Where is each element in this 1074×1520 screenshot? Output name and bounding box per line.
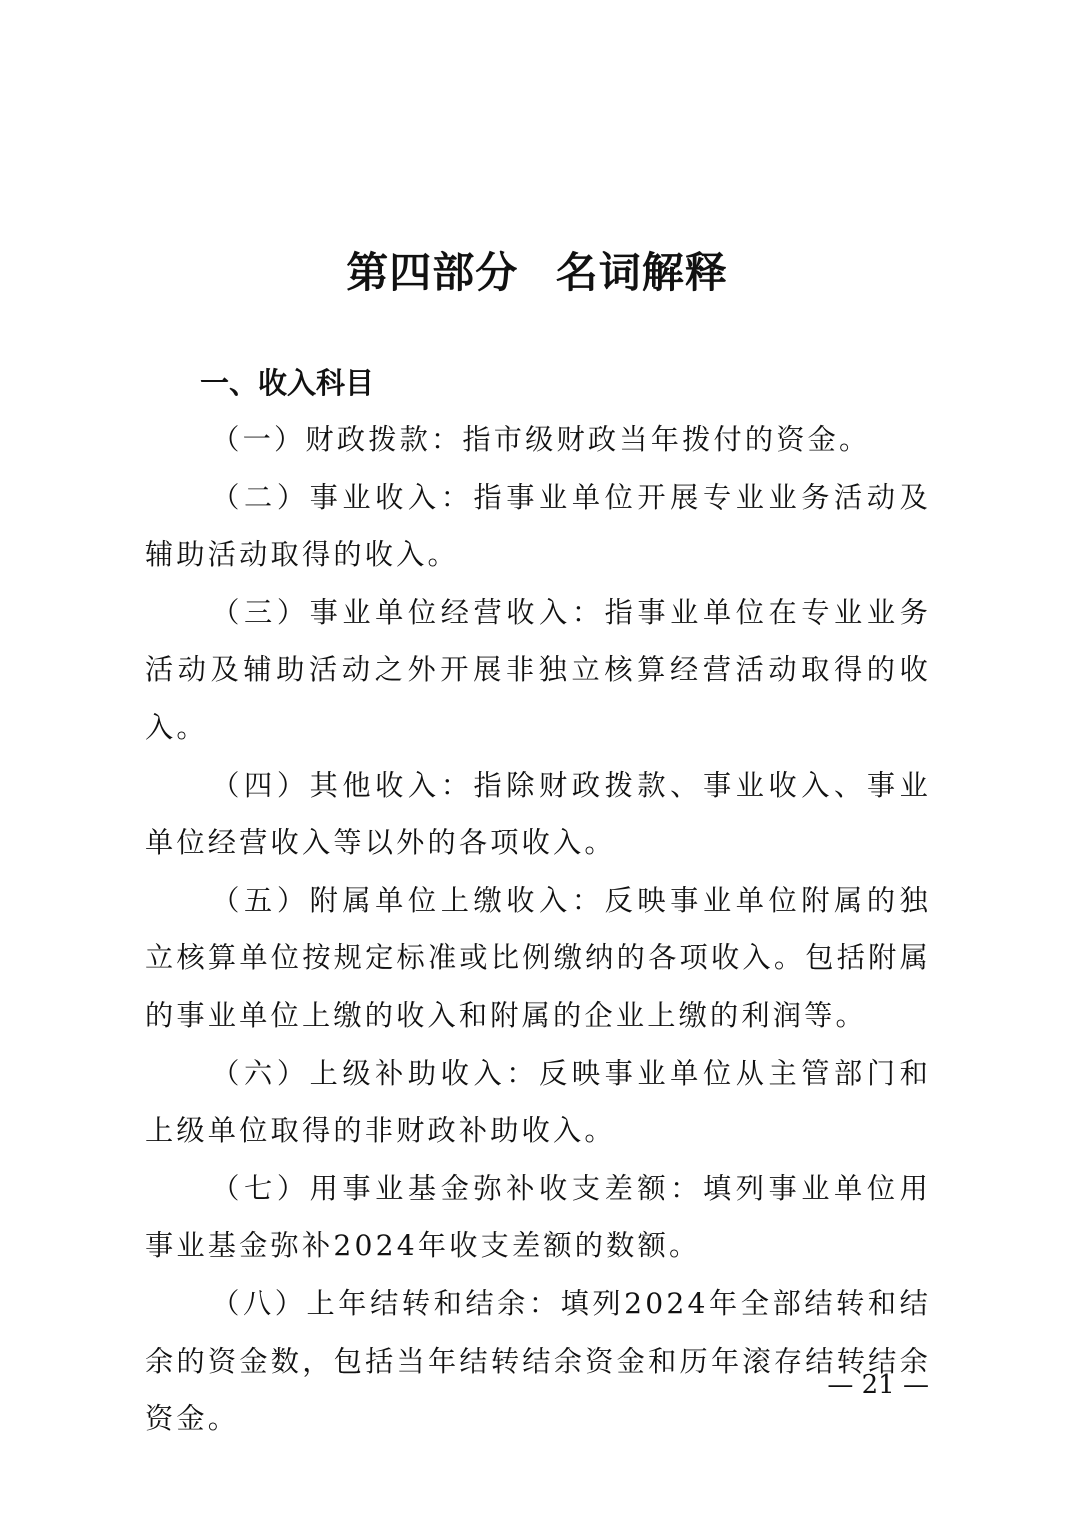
- paragraph-business-fund-offset: （七）用事业基金弥补收支差额：填列事业单位用事业基金弥补2024年收支差额的数额。: [145, 1171, 931, 1263]
- section-heading: 一、收入科目: [200, 366, 375, 400]
- paragraph-operating-income: （三）事业单位经营收入：指事业单位在专业业务活动及辅助活动之外开展非独立核算经营活动取得的收入。: [145, 595, 931, 744]
- paragraph-fiscal-appropriation: （一）财政拨款：指市级财政当年拨付的资金。: [211, 423, 871, 456]
- page-title: 第四部分 名词解释: [346, 248, 728, 297]
- body-text: [145, 411, 931, 1448]
- paragraph-business-income: （二）事业收入：指事业单位开展专业业务活动及辅助活动取得的收入。: [145, 480, 931, 572]
- page-number: — 21 —: [827, 1370, 929, 1400]
- paragraph-superior-subsidy-income: （六）上级补助收入：反映事业单位从主管部门和上级单位取得的非财政补助收入。: [145, 1056, 931, 1148]
- paragraph-other-income: （四）其他收入：指除财政拨款、事业收入、事业单位经营收入等以外的各项收入。: [145, 768, 931, 860]
- paragraph-carryover-balance: （八）上年结转和结余：填列2024年全部结转和结余的资金数，包括当年结转结余资金和历年滚存结转结余资金。: [145, 1286, 931, 1436]
- paragraph-affiliated-unit-income: （五）附属单位上缴收入：反映事业单位附属的独立核算单位按规定标准或比例缴纳的各项收入。包括附属的事业单位上缴的收入和附属的企业上缴的利润等。: [145, 883, 931, 1032]
